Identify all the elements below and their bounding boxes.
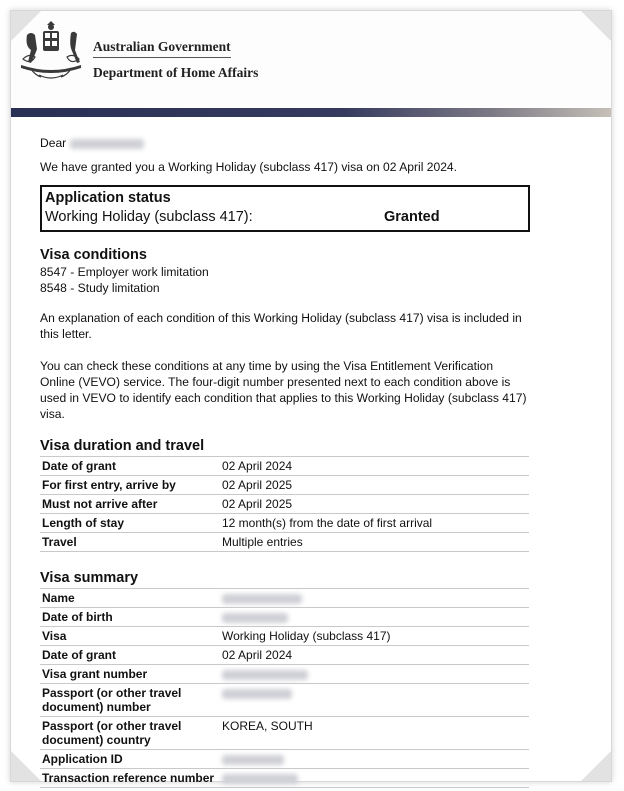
table-row <box>40 750 529 769</box>
duration-heading: Visa duration and travel <box>40 438 205 454</box>
conditions-heading: Visa conditions <box>40 247 147 263</box>
status-value: Granted <box>384 209 440 225</box>
government-name: Australian Government <box>93 39 231 54</box>
table-row <box>40 717 529 750</box>
duration-table <box>40 456 529 552</box>
row-label: Date of grant <box>40 457 220 476</box>
row-value: KOREA, SOUTH <box>220 717 529 750</box>
granted-sentence: We have granted you a Working Holiday (subclass 417) visa on 02 April 2024. <box>40 160 458 174</box>
row-value <box>220 589 529 608</box>
row-label: Transaction reference number <box>40 769 220 788</box>
table-row <box>40 457 529 476</box>
photo-corner <box>11 11 41 41</box>
header-divider <box>93 57 231 58</box>
conditions-explanation: An explanation of each condition of this Working Holiday (subclass 417) visa is included in this letter. <box>40 311 522 341</box>
table-row <box>40 514 529 533</box>
redacted-value <box>222 774 298 784</box>
row-value: 02 April 2025 <box>220 476 529 495</box>
header-band <box>11 108 612 117</box>
table-row <box>40 769 529 788</box>
redacted-value <box>222 613 288 623</box>
row-label: Name <box>40 589 220 608</box>
table-row <box>40 665 529 684</box>
row-label: Must not arrive after <box>40 495 220 514</box>
application-status-box <box>40 185 530 232</box>
redacted-name <box>70 139 144 149</box>
row-value: 02 April 2024 <box>220 457 529 476</box>
row-label: Passport (or other travel document) number <box>40 684 220 717</box>
row-label: Length of stay <box>40 514 220 533</box>
row-value: 02 April 2025 <box>220 495 529 514</box>
row-label: For first entry, arrive by <box>40 476 220 495</box>
photo-corner <box>11 751 41 781</box>
status-title: Application status <box>45 190 171 206</box>
photo-corner <box>581 11 611 41</box>
table-row <box>40 476 529 495</box>
table-row <box>40 608 529 627</box>
row-value: Working Holiday (subclass 417) <box>220 627 529 646</box>
row-label: Date of birth <box>40 608 220 627</box>
table-row <box>40 495 529 514</box>
vevo-paragraph: You can check these conditions at any time by using the Visa Entitlement Verification Online (VEVO) service. The four-digit number presented next to each condition above is used in VEVO to identify each condition that applies to this Working Holiday (subclass 417) visa. <box>40 359 527 421</box>
row-label: Visa <box>40 627 220 646</box>
department-name: Department of Home Affairs <box>93 65 259 80</box>
redacted-value <box>222 689 292 699</box>
letterhead <box>11 11 612 107</box>
status-row <box>45 208 524 227</box>
table-row <box>40 533 529 552</box>
condition-item: 8547 - Employer work limitation <box>40 265 209 279</box>
row-value <box>220 665 529 684</box>
row-label: Visa grant number <box>40 665 220 684</box>
salutation-text: Dear <box>40 136 67 150</box>
salutation <box>40 135 530 151</box>
row-value: Multiple entries <box>220 533 529 552</box>
row-value <box>220 608 529 627</box>
table-row <box>40 646 529 665</box>
row-value: 02 April 2024 <box>220 646 529 665</box>
row-label: Travel <box>40 533 220 552</box>
row-value: 12 month(s) from the date of first arrival <box>220 514 529 533</box>
redacted-value <box>222 670 308 680</box>
row-label: Date of grant <box>40 646 220 665</box>
redacted-value <box>222 755 284 765</box>
row-value <box>220 684 529 717</box>
status-visa: Working Holiday (subclass 417): <box>45 209 253 225</box>
summary-table <box>40 588 529 788</box>
row-label: Passport (or other travel document) country <box>40 717 220 750</box>
row-value <box>220 769 529 788</box>
table-row <box>40 589 529 608</box>
table-row <box>40 684 529 717</box>
table-row <box>40 627 529 646</box>
photo-corner <box>581 751 611 781</box>
letter-body <box>40 135 530 788</box>
row-label: Application ID <box>40 750 220 769</box>
condition-item: 8548 - Study limitation <box>40 281 160 295</box>
row-value <box>220 750 529 769</box>
summary-heading: Visa summary <box>40 570 139 586</box>
redacted-value <box>222 594 302 604</box>
